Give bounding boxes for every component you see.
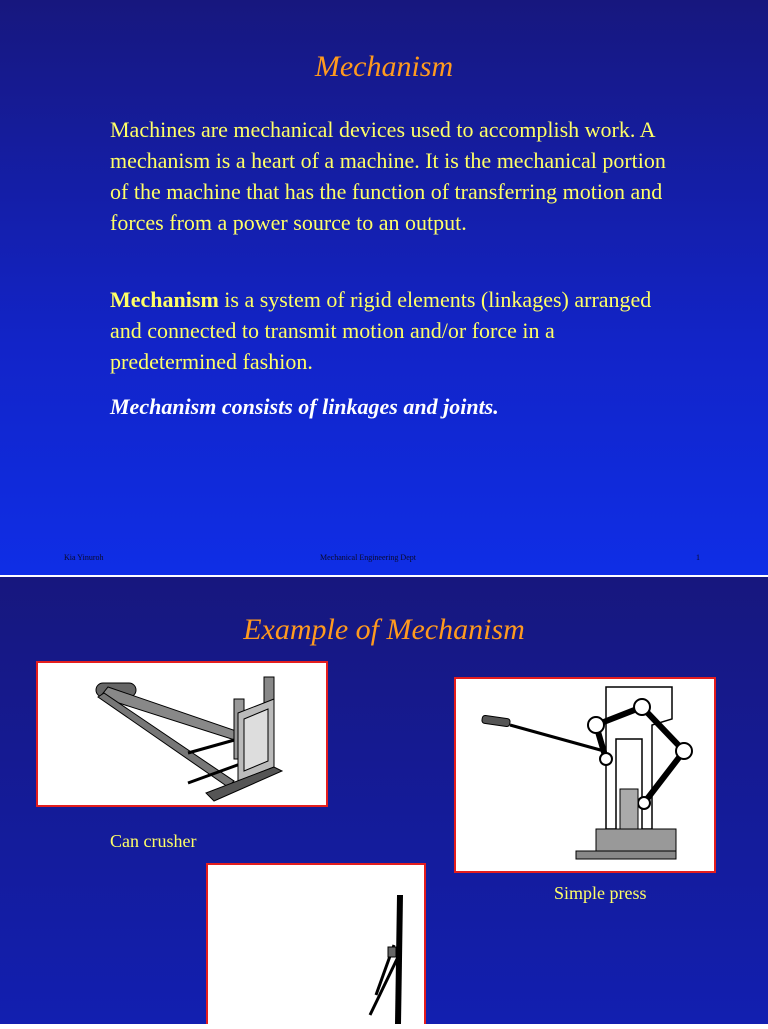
footer-page-number: 1 bbox=[696, 553, 700, 562]
footer-author: Kia Yinuroh bbox=[64, 553, 104, 562]
definition-paragraph bbox=[110, 284, 670, 377]
emphasis-statement: Mechanism consists of linkages and joints. bbox=[110, 394, 499, 419]
definition-term: Mechanism bbox=[110, 287, 219, 312]
mechanism-image-3 bbox=[206, 863, 426, 1024]
slide-title: Example of Mechanism bbox=[243, 613, 525, 646]
footer-department: Mechanical Engineering Dept bbox=[320, 553, 416, 562]
simple-press-image bbox=[454, 677, 716, 873]
caption-can-crusher: Can crusher bbox=[110, 831, 197, 851]
slide-example-of-mechanism bbox=[0, 577, 768, 1024]
caption-simple-press: Simple press bbox=[554, 883, 647, 903]
slide-title: Mechanism bbox=[314, 50, 454, 83]
simple-press-drawing bbox=[456, 679, 714, 871]
definition-text: is a system of rigid elements (linkages) arranged and connected to transmit motion and/or force in a predetermined fashion. bbox=[110, 287, 652, 374]
can-crusher-drawing bbox=[38, 663, 326, 805]
can-crusher-image bbox=[36, 661, 328, 807]
mechanism-drawing-3 bbox=[208, 865, 424, 1024]
intro-paragraph: Machines are mechanical devices used to accomplish work. A mechanism is a heart of a machine. It is the mechanical portion of the machine that has the function of transferring motion and forces from a power source to an output. bbox=[110, 117, 666, 235]
